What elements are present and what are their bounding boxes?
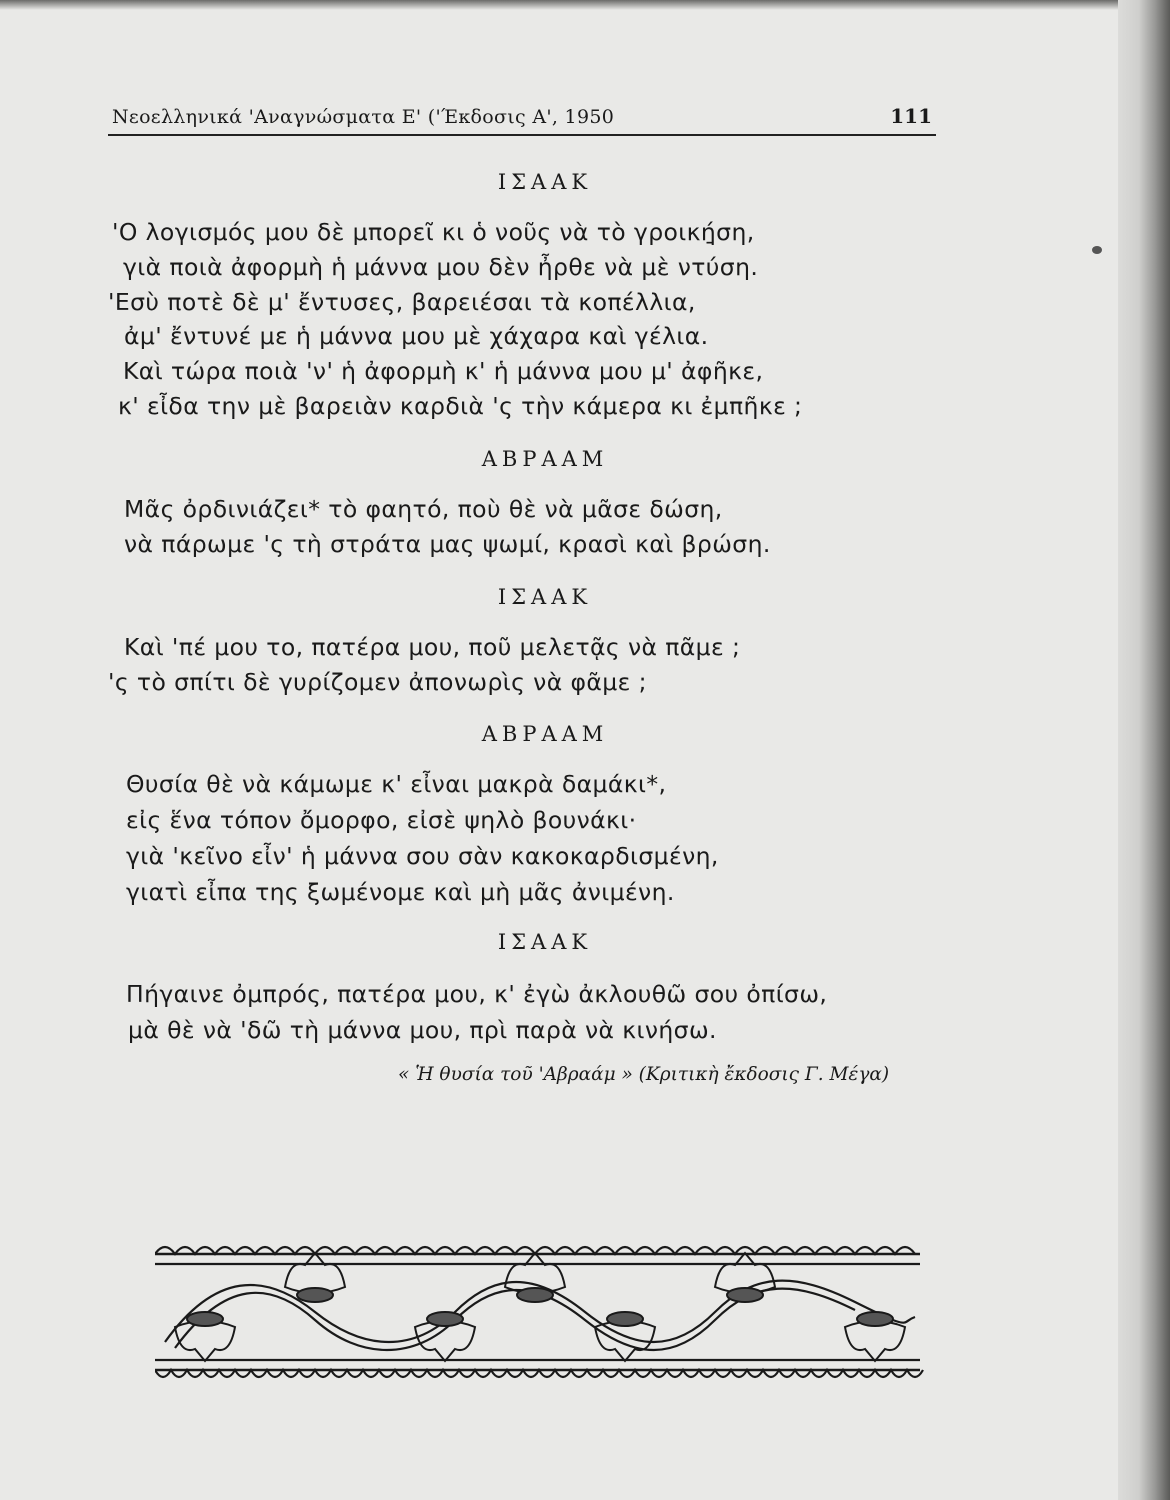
verse-line: κ' εἶδα την μὲ βαρειὰν καρδιὰ 'ς τὴν κάμερα κι ἐμπῆκε ; <box>118 392 803 420</box>
header-title: Νεοελληνικά 'Αναγνώσματα Ε' ('Έκδοσις Α', 1950 <box>112 106 615 128</box>
verse-line: ἀμ' ἔντυνέ με ἡ μάννα μου μὲ χάχαρα καὶ γέλια. <box>124 322 709 350</box>
tulip-bulb <box>857 1312 893 1326</box>
verse-line: 'ς τὸ σπίτι δὲ γυρίζομεν ἀπονωρὶς νὰ φᾶμε ; <box>108 668 647 696</box>
verse-line: γιὰ 'κεῖνο εἶν' ἡ μάννα σου σὰν κακοκαρδισμένη, <box>126 842 719 870</box>
verse-line: 'Εσὺ ποτὲ δὲ μ' ἔντυσες, βαρειέσαι τὰ κοπέλλια, <box>108 288 696 316</box>
verse-line: Καὶ τώρα ποιὰ 'ν' ἡ ἀφορμὴ κ' ἡ μάννα μου μ' ἀφῆκε, <box>123 357 764 385</box>
tulip-bulb <box>607 1312 643 1326</box>
ink-spot <box>1092 246 1102 254</box>
verse-line: γιατὶ εἶπα της ξωμένομε καὶ μὴ μᾶς ἀνιμένη. <box>126 878 675 906</box>
decorative-border-ornament <box>155 1232 925 1392</box>
speaker-heading: ΙΣΑΑΚ <box>497 585 593 609</box>
verse-line: Καὶ 'πέ μου το, πατέρα μου, ποῦ μελετᾷς νὰ πᾶμε ; <box>124 633 741 661</box>
page-number: 111 <box>890 104 932 128</box>
speaker-heading: ΑΒΡΑΑΜ <box>481 447 609 471</box>
tulip-bulb <box>297 1288 333 1302</box>
verse-line: εἰς ἕνα τόπον ὄμορφο, εἰσὲ ψηλὸ βουνάκι· <box>126 806 637 834</box>
tulip-bulb <box>187 1312 223 1326</box>
tulip-bulb <box>517 1288 553 1302</box>
verse-line: 'Ο λογισμός μου δὲ μπορεῖ κι ὁ νοῦς νὰ τὸ γροική̱ση, <box>112 218 755 246</box>
speaker-heading: ΑΒΡΑΑΜ <box>481 722 609 746</box>
verse-line: Πήγαινε ὀμπρός, πατέρα μου, κ' ἐγὼ ἀκλουθῶ σου ὀπίσω, <box>126 980 828 1008</box>
source-citation: « Ἡ θυσία τοῦ 'Αβραάμ » (Κριτικὴ ἔκδοσις Γ. Μέγα) <box>398 1064 890 1085</box>
speaker-heading: ΙΣΑΑΚ <box>497 170 593 194</box>
tulip-bulb <box>427 1312 463 1326</box>
speaker-heading: ΙΣΑΑΚ <box>497 930 593 954</box>
running-header <box>108 104 936 136</box>
verse-line: νὰ πάρωμε 'ς τὴ στράτα μας ψωμί, κρασὶ καὶ βρώση. <box>124 530 771 558</box>
verse-line: γιὰ ποιὰ ἀφορμὴ ἡ μάννα μου δὲν ἦρθε νὰ μὲ ντύση. <box>123 253 759 281</box>
verse-line: Θυσία θὲ νὰ κάμωμε κ' εἶναι μακρὰ δαμάκι*, <box>126 770 667 798</box>
book-page-edge <box>1118 0 1170 1500</box>
page-top-shadow <box>0 0 1170 10</box>
tulip-bulb <box>727 1288 763 1302</box>
verse-line: Μᾶς ὀρδινιάζει* τὸ φαητό, ποὺ θὲ νὰ μᾶσε δώση, <box>124 495 723 523</box>
verse-line: μὰ θὲ νὰ 'δῶ τὴ μάννα μου, πρὶ παρὰ νὰ κινήσω. <box>128 1016 717 1044</box>
